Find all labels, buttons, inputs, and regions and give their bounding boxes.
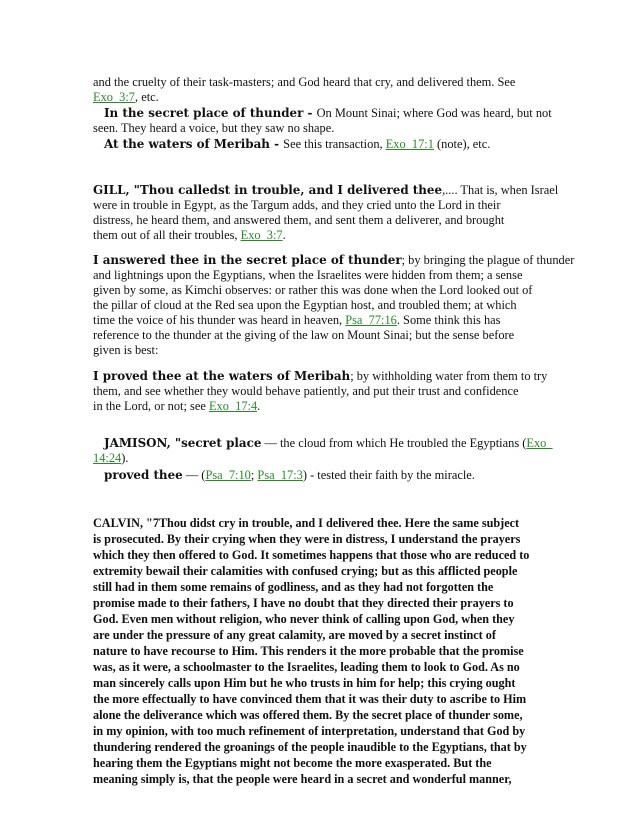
gill-p2-line-1: I answered thee in the secret place of thunder; by bringing the plague of thunder xyxy=(93,253,575,267)
gill-p2-line-5: time the voice of his thunder was heard in heaven, Psa_77:16. Some think this has xyxy=(93,313,501,327)
calvin-line: thundering rendered the groanings of the people inaudible to the Egyptians, that by xyxy=(93,740,527,754)
entry-heading: I proved thee at the waters of Meribah xyxy=(93,369,351,383)
scripture-link[interactable]: Exo_3:7 xyxy=(240,228,283,242)
scripture-link[interactable]: 14:24 xyxy=(93,451,122,465)
calvin-line: was, as it were, a schoolmaster to the Israelites, leading them to look to God. As no xyxy=(93,660,520,674)
calvin-line: CALVIN, "7Thou didst cry in trouble, and I delivered thee. Here the same subject xyxy=(93,516,520,530)
gill-p3-line-3: in the Lord, or not; see Exo_17:4. xyxy=(93,399,261,413)
gill-line-1: GILL, "Thou calledst in trouble, and I delivered thee,.... That is, when Israel xyxy=(93,183,559,197)
gill-p2-line-2: and lightnings upon the Egyptians, when the Israelites were hidden from them; a sense xyxy=(93,268,523,282)
gill-line-4: them out of all their troubles, Exo_3:7. xyxy=(93,228,286,242)
scripture-link[interactable]: Psa_77:16 xyxy=(345,313,397,327)
gill-p2-line-7: given is best: xyxy=(93,343,159,357)
entry-heading: At the waters of Meribah - xyxy=(104,137,284,151)
calvin-line: the more effectually to have convinced them that it was their duty to ascribe to Him xyxy=(93,692,527,706)
scripture-link[interactable]: Exo_17:4 xyxy=(208,399,258,413)
secret-place-entry: In the secret place of thunder - On Mount Sinai; where God was heard, but not xyxy=(104,106,552,120)
scripture-link[interactable]: Exo_17:1 xyxy=(385,137,434,151)
meribah-entry: At the waters of Meribah - See this transaction, Exo_17:1 (note), etc. xyxy=(104,137,491,151)
gill-p2-line-6: reference to the thunder at the giving of the law on Mount Sinai; but the sense before xyxy=(93,328,515,342)
top-line-4: seen. They heard a voice, but they saw no shape. xyxy=(93,121,335,135)
jamison-heading: JAMISON, "secret place xyxy=(104,436,262,450)
scripture-link[interactable]: Psa_17:3 xyxy=(257,468,303,482)
entry-heading: I answered thee in the secret place of thunder xyxy=(93,253,402,267)
gill-heading: GILL, "Thou calledst in trouble, and I delivered thee xyxy=(93,183,443,197)
calvin-line: are under the pressure of any great calamity, are moved by a secret instinct of xyxy=(93,628,496,642)
entry-heading: In the secret place of thunder - xyxy=(104,106,317,120)
calvin-line: nature to have recourse to Him. This renders it the more probable that the promise xyxy=(93,644,524,658)
calvin-line: extremity bewail their calamities with confused crying; but as this afflicted people xyxy=(93,564,518,578)
gill-line-3: distress, he heard them, and answered them, and sent them a deliverer, and brought xyxy=(93,213,505,227)
calvin-line: meaning simply is, that the people were heard in a secret and wonderful manner, xyxy=(93,772,512,786)
scripture-link[interactable]: Exo_ xyxy=(526,436,553,450)
calvin-line: God. Even men without religion, who never think of calling upon God, when they xyxy=(93,612,515,626)
jamison-line-1: JAMISON, "secret place — the cloud from which He troubled the Egyptians (Exo_ xyxy=(104,436,553,450)
gill-p3-line-2: them, and see whether they would behave patiently, and put their trust and confidence xyxy=(93,384,519,398)
gill-p3-line-1: I proved thee at the waters of Meribah; by withholding water from them to try xyxy=(93,369,548,383)
entry-heading: proved thee xyxy=(104,468,183,482)
calvin-line: still had in them some remains of godliness, and as they had not forgotten the xyxy=(93,580,494,594)
jamison-line-2: 14:24). xyxy=(93,451,129,465)
calvin-line: alone the deliverance which was offered them. By the secret place of thunder some, xyxy=(93,708,523,722)
scripture-link[interactable]: Exo_3:7 xyxy=(93,90,135,104)
jamison-line-3: proved thee — (Psa_7:10; Psa_17:3) - tested their faith by the miracle. xyxy=(104,468,475,482)
top-line-1: and the cruelty of their task-masters; and God heard that cry, and delivered them. See xyxy=(93,75,516,89)
gill-line-2: were in trouble in Egypt, as the Targum adds, and they cried unto the Lord in their xyxy=(93,198,501,212)
top-line-2: Exo_3:7, etc. xyxy=(93,90,159,104)
calvin-line: promise made to their fathers, I have no doubt that they directed their prayers to xyxy=(93,596,514,610)
calvin-line: in my opinion, with too much refinement of interpretation, understand that God by xyxy=(93,724,526,738)
calvin-line: which they then offered to God. It sometimes happens that those who are reduced to xyxy=(93,548,530,562)
gill-p2-line-3: given by some, as Kimchi observes: or rather this was done when the Lord looked out of xyxy=(93,283,533,297)
calvin-line: man sincerely calls upon Him but he who trusts in him for help; this crying ought xyxy=(93,676,516,690)
calvin-line: is prosecuted. By their crying when they were in distress, I understand the prayers xyxy=(93,532,521,546)
gill-p2-line-4: the pillar of cloud at the Red sea upon the Egyptian host, and troubled them; at which xyxy=(93,298,517,312)
scripture-link[interactable]: Psa_7:10 xyxy=(205,468,251,482)
calvin-line: hearing them the Egyptians might not become the more exasperated. But the xyxy=(93,756,492,770)
